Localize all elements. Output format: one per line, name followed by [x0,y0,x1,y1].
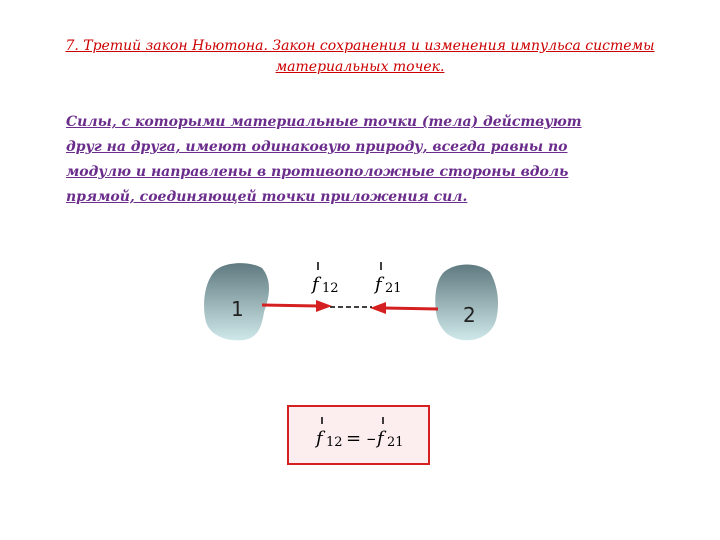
formula-lhs-symbol: f [316,428,323,449]
force-21-subscript: 21 [385,281,402,296]
body-2-label: 2 [463,303,476,327]
force-21-arrow [370,302,438,314]
law-statement: Силы, с которыми материальные точки (тела) действуют друг на друга, имеют одинаковую природу, всегда равны по модулю и направлены в противоположные стороны вдоль прямой, соединяющей точки приложения сил. [66,114,582,205]
slide-title: 7. Третий закон Ньютона. Закон сохранения и изменения импульса системы материальных точек. [65,38,655,75]
formula-lhs-subscript: 12 [326,435,343,450]
formula-rhs-subscript: 21 [387,435,404,450]
body-1-label: 1 [231,297,244,321]
formula-box [287,405,430,465]
force-12-arrow [262,300,332,312]
formula-equation [289,407,428,463]
force-21-symbol: f [375,274,382,295]
force-12-subscript: 12 [322,281,339,296]
force-21-label [373,262,402,296]
force-12-symbol: f [312,274,319,295]
formula-operator: = – [346,428,376,449]
force-12-label [310,262,339,296]
formula-rhs-symbol: f [377,428,384,449]
